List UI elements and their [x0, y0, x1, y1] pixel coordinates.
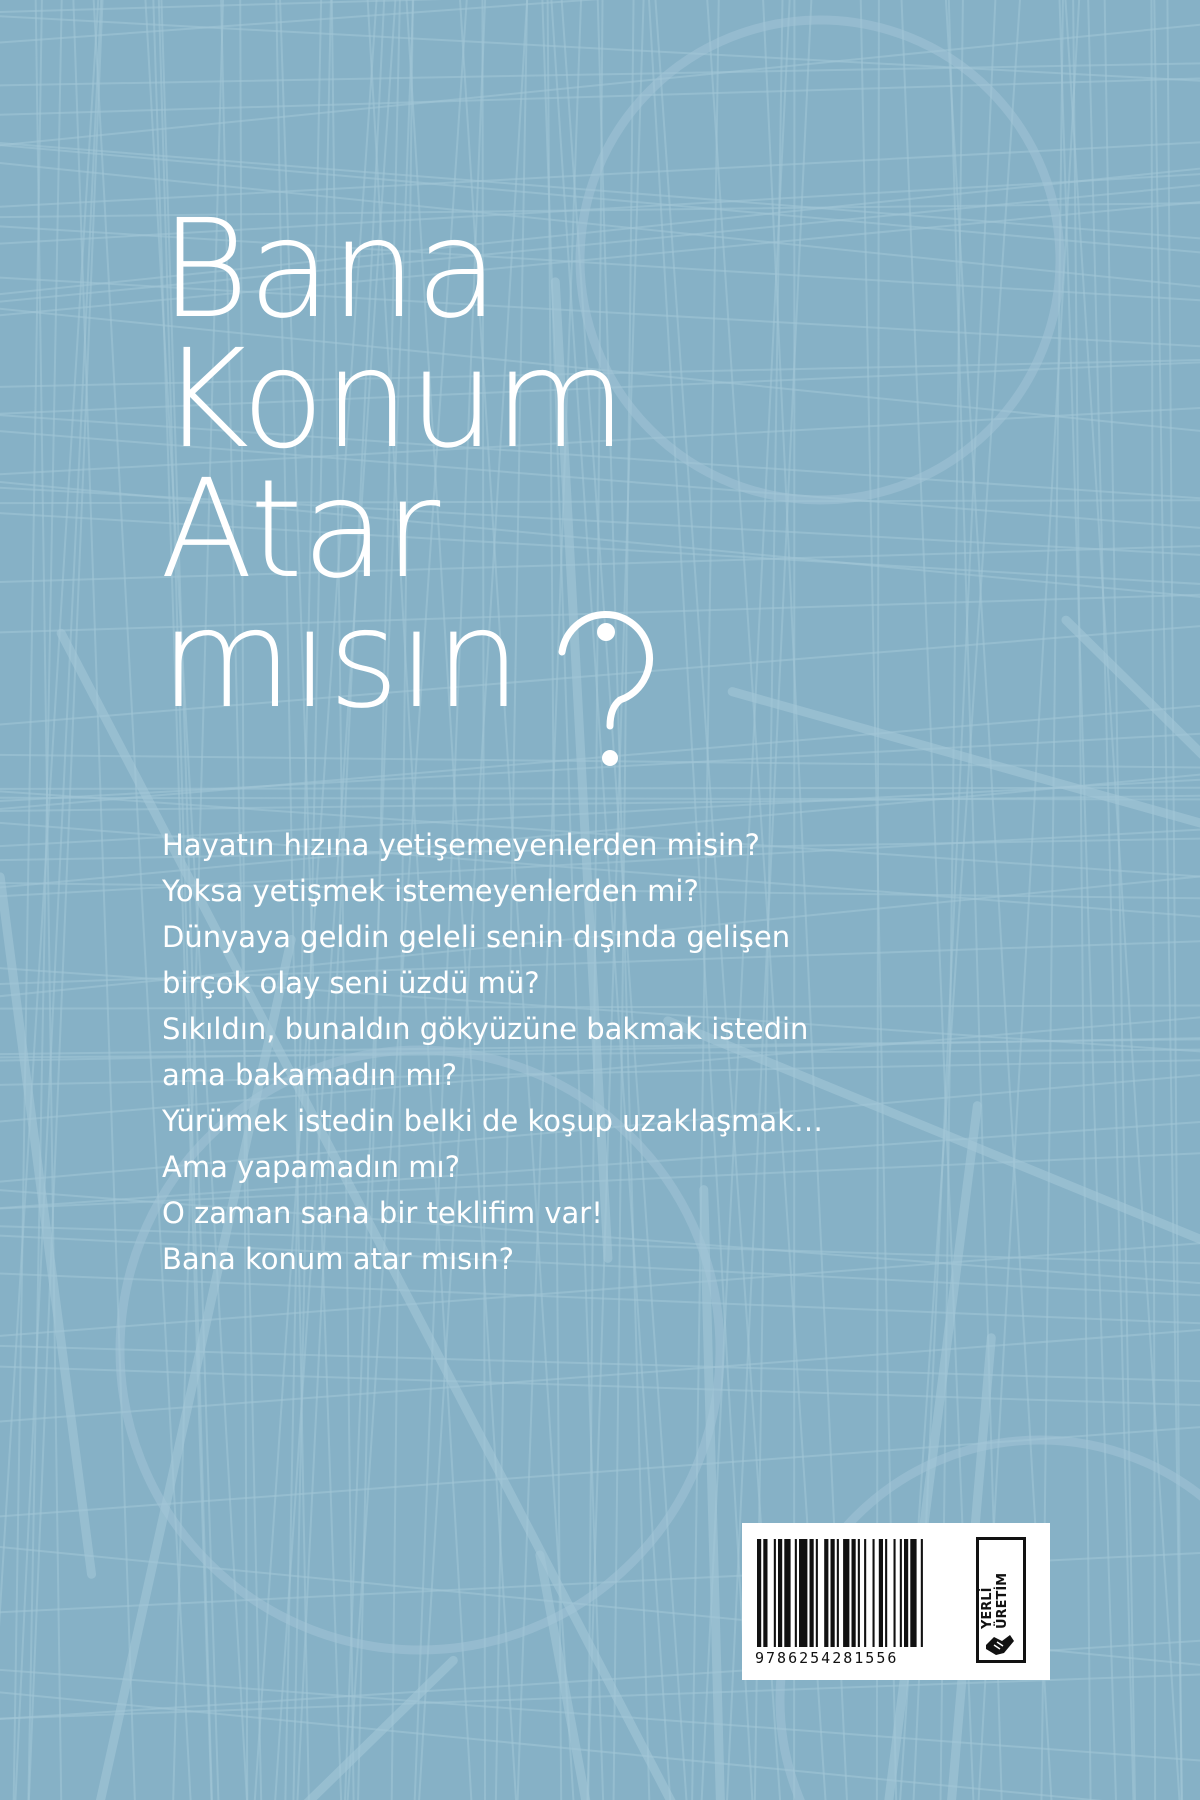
- barcode-panel: [742, 1523, 1050, 1680]
- location-pin-question-mark-icon: [540, 590, 690, 780]
- blurb-line: birçok olay seni üzdü mü?: [162, 966, 540, 1000]
- title-line: mısın: [160, 581, 521, 739]
- blurb-line: Ama yapamadın mı?: [162, 1150, 460, 1184]
- title-line: Atar: [160, 451, 440, 609]
- blurb-line: ama bakamadın mı?: [162, 1058, 458, 1092]
- isbn-number: 9786254281556: [755, 1649, 899, 1667]
- logo-line: ÜRETİM: [995, 1572, 1010, 1629]
- blurb-line: Hayatın hızına yetişemeyenlerden misin?: [162, 828, 760, 862]
- logo-line: YERLİ: [980, 1587, 995, 1629]
- yerli-uretim-logo: [976, 1537, 1034, 1667]
- logo-text: [980, 1539, 1010, 1629]
- blurb-line: Yürümek istedin belki de koşup uzaklaşmak…: [162, 1104, 823, 1138]
- title-line: Konum: [160, 321, 626, 479]
- blurb-line: Bana konum atar mısın?: [162, 1242, 515, 1276]
- blurb-line: Sıkıldın, bunaldın gökyüzüne bakmak istedin: [162, 1012, 809, 1046]
- barcode: [755, 1539, 980, 1647]
- back-cover-blurb: [162, 822, 823, 1282]
- handshake-icon: [984, 1631, 1016, 1659]
- blurb-line: Dünyaya geldin geleli senin dışında gelişen: [162, 920, 791, 954]
- blurb-line: O zaman sana bir teklifim var!: [162, 1196, 603, 1230]
- blurb-line: Yoksa yetişmek istemeyenlerden mi?: [162, 874, 699, 908]
- title-line: Bana: [160, 191, 498, 349]
